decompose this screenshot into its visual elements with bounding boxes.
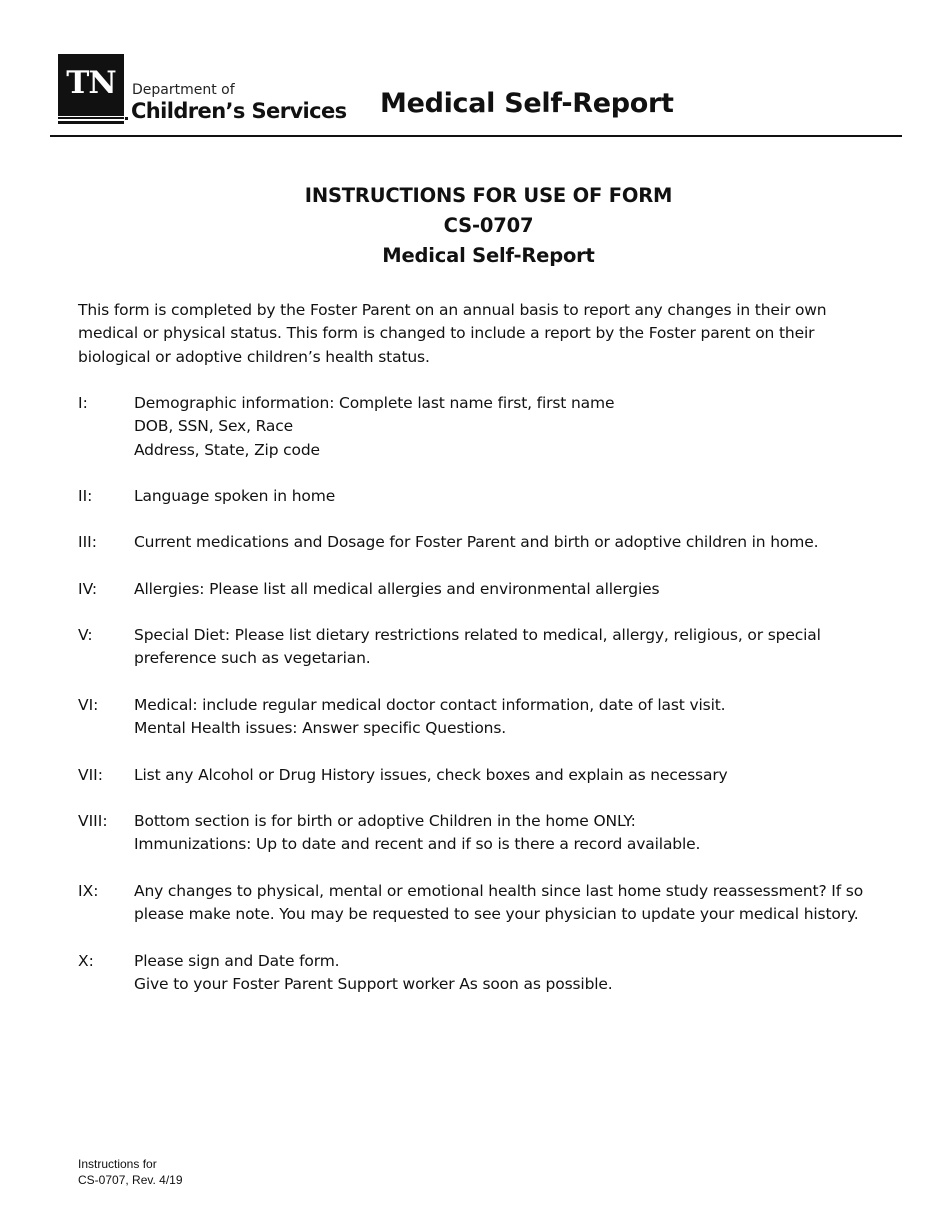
item-line: Please sign and Date form.: [134, 952, 340, 970]
item-numeral: V:: [78, 626, 93, 644]
page-footer: [78, 1157, 183, 1188]
item-numeral: IX:: [78, 882, 99, 900]
intro-line: This form is completed by the Foster Parent on an annual basis to report any changes in their own: [78, 301, 827, 319]
item-numeral: II:: [78, 487, 93, 505]
department-name: Children’s Services: [131, 99, 347, 123]
footer-label: Instructions for: [78, 1157, 157, 1171]
item-text: [134, 578, 914, 601]
item-numeral: VIII:: [78, 812, 108, 830]
item-line: Any changes to physical, mental or emotional health since last home study reassessment? If so: [134, 882, 864, 900]
item-numeral: III:: [78, 533, 97, 551]
instructions-form-name: Medical Self-Report: [382, 244, 595, 267]
instructions-heading: [0, 181, 950, 271]
item-text: [134, 485, 914, 508]
item-line: Allergies: Please list all medical allergies and environmental allergies: [134, 580, 660, 598]
item-text: [134, 694, 914, 741]
footer-form-revision: CS-0707, Rev. 4/19: [78, 1172, 183, 1187]
instructions-heading-line: INSTRUCTIONS FOR USE OF FORM: [304, 184, 673, 207]
item-numeral: VII:: [78, 766, 103, 784]
item-text: [134, 950, 914, 997]
intro-paragraph: [78, 299, 898, 369]
item-text: [134, 880, 914, 927]
item-line: Mental Health issues: Answer specific Questions.: [134, 719, 507, 738]
item-line: Immunizations: Up to date and recent and if so is there a record available.: [134, 835, 701, 854]
item-text: [134, 531, 914, 554]
item-line: preference such as vegetarian.: [134, 649, 371, 668]
item-line: Current medications and Dosage for Foster Parent and birth or adoptive children in home.: [134, 533, 819, 551]
item-line: Give to your Foster Parent Support worker As soon as possible.: [134, 975, 613, 994]
item-line: List any Alcohol or Drug History issues, check boxes and explain as necessary: [134, 766, 728, 784]
intro-line: biological or adoptive children’s health status.: [78, 347, 430, 366]
page-header: [0, 0, 950, 140]
item-numeral: I:: [78, 394, 88, 412]
item-line: Demographic information: Complete last name first, first name: [134, 394, 615, 412]
item-text: [134, 392, 914, 462]
department-prefix: Department of: [132, 82, 235, 98]
item-text: [134, 624, 914, 671]
item-numeral: VI:: [78, 696, 99, 714]
logo-rule: [58, 121, 124, 124]
item-line: Bottom section is for birth or adoptive Children in the home ONLY:: [134, 812, 636, 830]
form-title: Medical Self-Report: [380, 88, 674, 119]
item-numeral: X:: [78, 952, 94, 970]
form-number: CS-0707: [443, 214, 534, 237]
item-line: Address, State, Zip code: [134, 440, 320, 459]
tn-logo: [58, 54, 124, 116]
item-text: [134, 810, 914, 857]
tn-logo-text: TN: [66, 64, 116, 101]
logo-rule: [58, 117, 124, 119]
intro-line: medical or physical status. This form is changed to include a report by the Foster parent on their: [78, 324, 815, 343]
item-line: DOB, SSN, Sex, Race: [134, 417, 294, 436]
item-line: Medical: include regular medical doctor contact information, date of last visit.: [134, 696, 726, 714]
item-line: please make note. You may be requested to see your physician to update your medical history.: [134, 905, 859, 924]
item-text: [134, 764, 914, 787]
item-numeral: IV:: [78, 580, 98, 598]
logo-dot: [125, 117, 128, 120]
header-divider: [50, 135, 902, 137]
item-line: Special Diet: Please list dietary restrictions related to medical, allergy, religious, or special: [134, 626, 821, 644]
item-line: Language spoken in home: [134, 487, 336, 505]
